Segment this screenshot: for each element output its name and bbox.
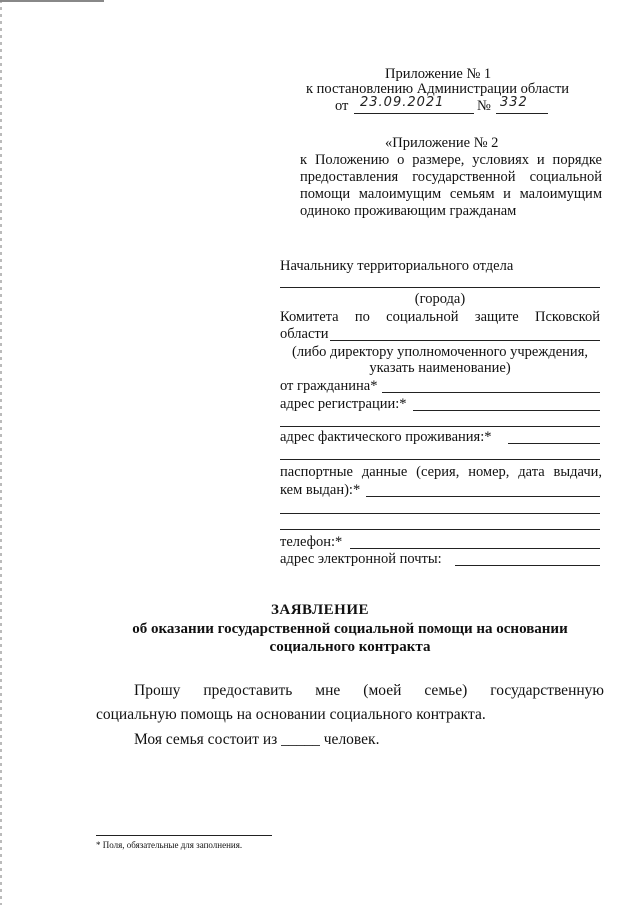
actual-address-line [508,443,600,444]
appendix2-line-1: к Положению о размере, условиях и порядке [300,152,602,168]
number-handwritten: 332 [500,95,528,110]
appendix2-line-2: предоставления государственной социальной [300,169,602,185]
footnote-separator [96,835,272,836]
passport-line-3 [280,529,600,530]
family-prefix: Моя семья состоит из [134,731,278,748]
addressee-hint2: указать наименование) [369,360,511,376]
phone-label: телефон:* [280,534,343,550]
appendix1-num-label: № [477,98,491,114]
committee-line: Комитета по социальной защите Псковской [280,309,600,325]
appendix2-title: «Приложение № 2 [385,135,499,151]
appendix2-line-4: одиноко проживающим гражданам [300,203,517,219]
from-citizen-label: от гражданина* [280,378,378,394]
actual-address-line-2 [280,459,600,460]
actual-address-label: адрес фактического проживания:* [280,429,492,445]
family-count-blank: _____ [281,731,320,748]
request-line-1: Прошу предоставить мне (моей семье) государственную [134,682,604,699]
appendix1-line2: к постановлению Администрации области [306,81,570,97]
region-label: области [280,326,329,342]
scan-edge-top [0,0,104,2]
footnote: * Поля, обязательные для заполнения. [96,840,243,850]
email-label: адрес электронной почты: [280,551,442,567]
statement-subtitle-2: социального контракта [269,639,431,655]
from-citizen-line [382,392,600,393]
date-handwritten: 23.09.2021 [360,95,445,110]
scan-edge [0,0,2,905]
reg-address-line [413,410,600,411]
city-hint: (города) [414,291,466,307]
reg-address-label: адрес регистрации:* [280,396,407,412]
passport-label-2: кем выдан):* [280,482,361,498]
fill-line-region [330,340,600,341]
appendix1-from-label: от [335,98,349,114]
request-line-2: социальную помощь на основании социального контракта. [96,706,486,723]
addressee-line1: Начальнику территориального отдела [280,258,514,274]
fill-line-department [280,287,600,288]
passport-line-1 [366,496,600,497]
passport-label-1: паспортные данные (серия, номер, дата выдачи, [280,464,602,480]
appendix1-title: Приложение № 1 [385,66,492,82]
passport-line-2 [280,513,600,514]
family-suffix: человек. [323,731,380,748]
email-line [455,565,600,566]
addressee-hint1: (либо директору уполномоченного учреждения, [291,344,588,360]
statement-subtitle-1: об оказании государственной социальной помощи на основании [132,621,568,637]
family-line [134,731,379,748]
number-line [496,113,548,114]
statement-title: ЗАЯВЛЕНИЕ [270,602,370,618]
appendix2-line-3: помощи малоимущим семьям и малоимущим [300,186,602,202]
phone-line [350,548,600,549]
reg-address-line-2 [280,426,600,427]
date-line [354,113,474,114]
